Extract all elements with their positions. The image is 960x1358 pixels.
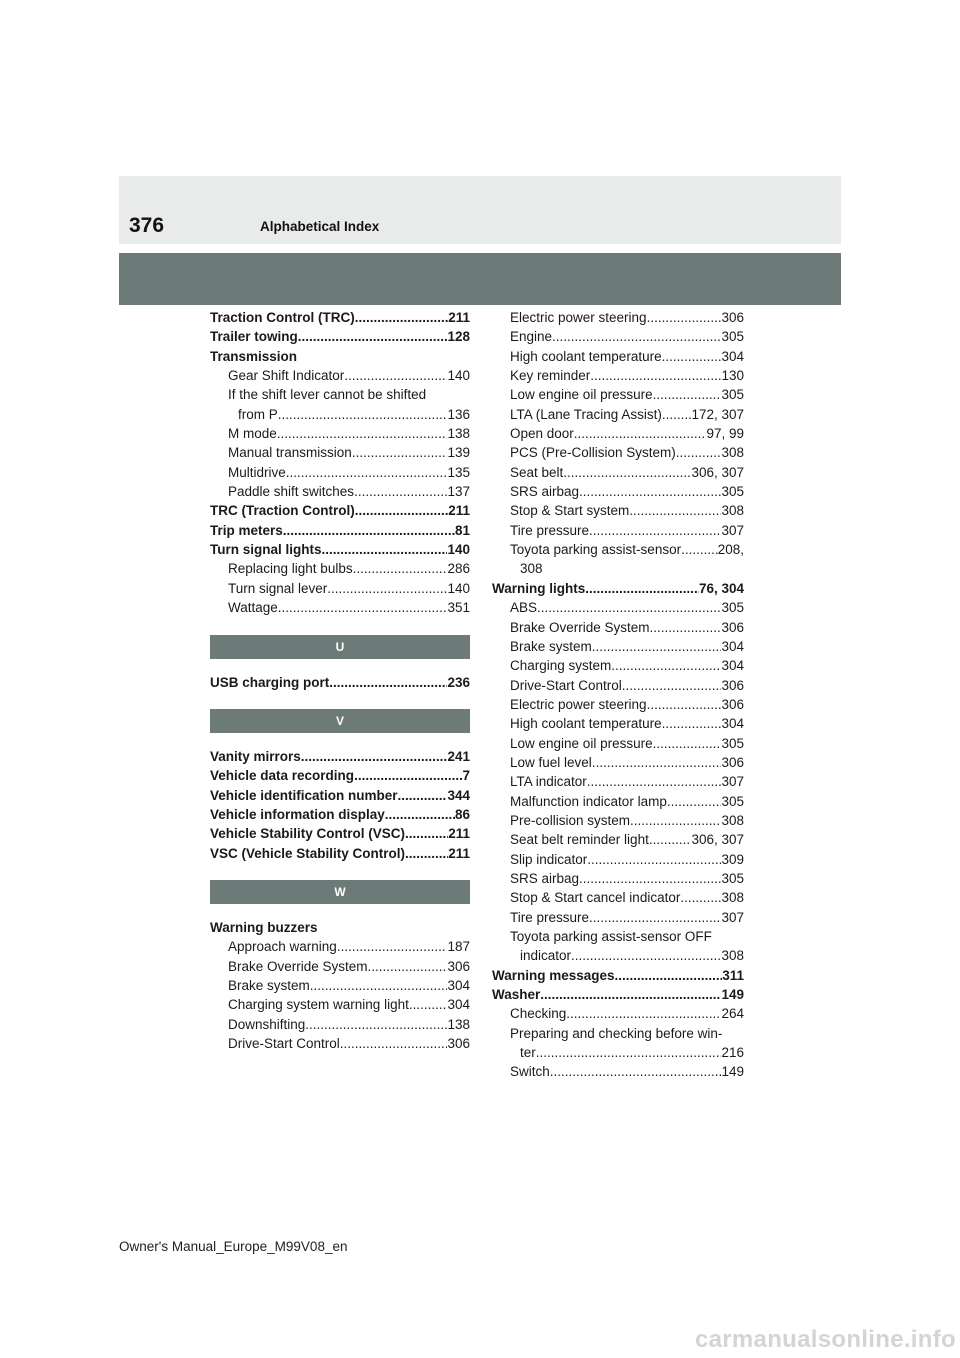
- leader-dots: [650, 618, 722, 637]
- index-group-v: [210, 747, 470, 863]
- index-entry: [210, 443, 470, 462]
- index-entry: [210, 766, 470, 785]
- index-entry-term: Slip indicator: [510, 851, 588, 867]
- leader-dots: [647, 308, 722, 327]
- leader-dots: [398, 786, 448, 805]
- leader-dots: [310, 976, 448, 995]
- index-entry: [210, 366, 470, 385]
- index-column-right: [492, 308, 744, 1082]
- index-entry-term: Electric power steering: [510, 310, 647, 325]
- leader-dots: [589, 908, 721, 927]
- index-entry-page: 305: [721, 793, 744, 809]
- index-entry-page: 135: [447, 464, 470, 480]
- index-entry-page: 139: [447, 445, 470, 461]
- index-entry: [492, 501, 744, 520]
- index-entry: [492, 385, 744, 404]
- index-entry-page: 236: [447, 674, 470, 690]
- index-entry-term: Switch: [510, 1064, 550, 1080]
- index-entry-term: SRS airbag: [510, 870, 580, 886]
- index-entry: [210, 501, 470, 520]
- index-entry-page: 309: [721, 851, 744, 867]
- index-entry-term: M mode: [228, 426, 277, 442]
- index-entry-page: 97, 99: [706, 426, 744, 442]
- index-entry-page: 305: [721, 484, 744, 500]
- index-entry-term: Low engine oil pressure: [510, 387, 653, 403]
- index-entry-page: 76, 304: [698, 580, 744, 596]
- index-entry-term: Low engine oil pressure: [510, 735, 653, 751]
- index-entry: [210, 805, 470, 824]
- index-entry: [492, 753, 744, 772]
- index-entry-term: Brake system: [228, 977, 310, 993]
- leader-dots: [589, 521, 721, 540]
- leader-dots: [571, 946, 721, 965]
- leader-dots: [355, 501, 448, 520]
- index-entry-page: 304: [721, 716, 744, 732]
- leader-dots: [354, 766, 462, 785]
- index-entry-term: Open door: [510, 426, 574, 442]
- index-entry: [492, 869, 744, 888]
- index-entry: [492, 695, 744, 714]
- index-entry: [492, 327, 744, 346]
- index-group-w: [210, 918, 470, 1053]
- index-entry: [210, 786, 470, 805]
- leader-dots: [329, 673, 447, 692]
- index-entry-term: Gear Shift Indicator: [228, 368, 345, 384]
- index-entry-page: 307: [721, 774, 744, 790]
- index-entry-page: 306, 307: [691, 464, 744, 480]
- leader-dots: [405, 844, 448, 863]
- index-entry-page: 208,: [717, 542, 744, 558]
- index-entry-page: 81: [454, 522, 470, 538]
- leader-dots: [622, 676, 722, 695]
- header-band: [119, 253, 841, 305]
- page-header: [119, 176, 841, 244]
- index-entry-term: Engine: [510, 329, 553, 345]
- index-entry: [492, 405, 744, 424]
- index-entry: [492, 347, 744, 366]
- index-entry: [210, 957, 470, 976]
- leader-dots: [662, 714, 722, 733]
- index-entry-page: 137: [447, 484, 470, 500]
- index-entry-term: ter: [520, 1045, 536, 1061]
- index-entry: [492, 366, 744, 385]
- index-entry-term: ABS: [510, 600, 538, 616]
- index-entry: [492, 734, 744, 753]
- index-entry: [492, 540, 744, 559]
- index-entry-page: 130: [721, 368, 744, 384]
- index-entry-term: Manual transmission: [228, 445, 352, 461]
- index-entry-term: LTA indicator: [510, 774, 587, 790]
- leader-dots: [592, 753, 722, 772]
- leader-dots: [322, 540, 448, 559]
- index-entry: [492, 792, 744, 811]
- index-entry-term: Tire pressure: [510, 909, 590, 925]
- index-entry-page: 306: [447, 1035, 470, 1051]
- leader-dots: [352, 443, 448, 462]
- index-entry-page: 306: [447, 958, 470, 974]
- index-entry-page: 241: [447, 748, 470, 764]
- leader-dots: [552, 327, 721, 346]
- index-entry: [210, 463, 470, 482]
- index-entry-term: Turn signal lights: [210, 542, 322, 558]
- leader-dots: [277, 424, 448, 443]
- leader-dots: [615, 966, 723, 985]
- leader-dots: [585, 579, 699, 598]
- leader-dots: [579, 482, 721, 501]
- index-entry-page: 306: [721, 754, 744, 770]
- index-entry-page: 305: [721, 735, 744, 751]
- index-entry-page: 216: [721, 1045, 744, 1061]
- index-entry-term: Paddle shift switches: [228, 484, 355, 500]
- index-entry: Transmission: [210, 348, 298, 364]
- index-entry-term: indicator: [520, 948, 572, 964]
- index-entry: Toyota parking assist-sensor OFF: [510, 929, 712, 944]
- footer-manual-id: Owner's Manual_Europe_M99V08_en: [119, 1239, 348, 1254]
- index-entry: [210, 598, 470, 617]
- index-entry-term: Stop & Start cancel indicator: [510, 890, 681, 906]
- index-entry: [210, 673, 470, 692]
- index-entry: [210, 579, 470, 598]
- index-entry: [492, 463, 744, 482]
- index-entry-page: 138: [447, 426, 470, 442]
- index-entry-term: Trip meters: [210, 522, 283, 538]
- index-entry-term: Seat belt reminder light: [510, 832, 649, 848]
- index-entry: [492, 985, 744, 1004]
- index-entry-page: 211: [448, 310, 470, 325]
- index-entry-page: 308: [721, 445, 744, 461]
- leader-dots: [537, 598, 721, 617]
- leader-dots: [385, 805, 455, 824]
- index-entry-term: Low fuel level: [510, 754, 592, 770]
- letter-heading-u: U: [210, 635, 470, 659]
- index-entry: [492, 908, 744, 927]
- index-entry: [492, 424, 744, 443]
- index-entry-page: 305: [721, 329, 744, 345]
- index-entry: [210, 1015, 470, 1034]
- index-entry-page: 304: [721, 658, 744, 674]
- index-entry-term: LTA (Lane Tracing Assist): [510, 406, 662, 422]
- index-entry: [210, 327, 470, 346]
- index-entry-term: Brake system: [510, 638, 592, 654]
- index-entry: [210, 824, 470, 843]
- index-entry: [492, 772, 744, 791]
- index-entry: [492, 618, 744, 637]
- index-entry-term: Electric power steering: [510, 696, 647, 712]
- letter-heading-w: W: [210, 880, 470, 904]
- leader-dots: [681, 540, 718, 559]
- index-entry-term: Seat belt: [510, 464, 564, 480]
- index-entry-page: 351: [447, 600, 470, 616]
- index-entry-term: Toyota parking assist-sensor: [510, 542, 682, 558]
- index-entry-term: High coolant temperature: [510, 716, 662, 732]
- index-entry: [210, 482, 470, 501]
- index-entry-page: 140: [447, 542, 470, 558]
- index-entry-page: 211: [448, 845, 470, 861]
- index-entry: [210, 937, 470, 956]
- index-entry-term: TRC (Traction Control): [210, 503, 355, 519]
- watermark: carmanualsonline.info: [694, 1326, 956, 1353]
- index-entry: [492, 1043, 744, 1062]
- leader-dots: [353, 559, 448, 578]
- leader-dots: [298, 327, 448, 346]
- leader-dots: [680, 888, 721, 907]
- leader-dots: [676, 443, 722, 462]
- index-entry: [492, 482, 744, 501]
- leader-dots: [536, 1043, 722, 1062]
- leader-dots: [587, 850, 721, 869]
- index-entry-page: 344: [447, 787, 470, 803]
- index-entry: [492, 521, 744, 540]
- leader-dots: [301, 747, 448, 766]
- index-entry: [210, 1034, 470, 1053]
- index-entry-page: 86: [454, 806, 470, 822]
- index-entry: [492, 1004, 744, 1023]
- index-entry: Preparing and checking before win-: [510, 1025, 723, 1041]
- index-entry: [492, 714, 744, 733]
- index-entry-term: Checking: [510, 1006, 567, 1022]
- leader-dots: [340, 1034, 448, 1053]
- leader-dots: [579, 869, 721, 888]
- index-entry: [492, 1062, 744, 1081]
- index-entry-term: Trailer towing: [210, 329, 298, 345]
- index-entry-page: 304: [721, 638, 744, 654]
- leader-dots: [327, 579, 447, 598]
- index-entry-term: VSC (Vehicle Stability Control): [210, 845, 406, 861]
- index-entry-page: 149: [721, 1064, 744, 1080]
- leader-dots: [286, 463, 448, 482]
- leader-dots: [629, 501, 721, 520]
- index-entry-page: 304: [721, 348, 744, 364]
- index-entry-term: High coolant temperature: [510, 348, 662, 364]
- index-entry: Warning buzzers: [210, 919, 318, 935]
- index-entry-term: Brake Override System: [510, 619, 650, 635]
- index-entry: [210, 308, 470, 327]
- index-entry-page: 211: [448, 826, 470, 842]
- index-entry-term: Turn signal lever: [228, 580, 328, 596]
- index-entry-term: Vehicle information display: [210, 806, 385, 822]
- index-entry-term: Vehicle Stability Control (VSC): [210, 826, 406, 842]
- index-entry: [492, 579, 744, 598]
- leader-dots: [611, 656, 721, 675]
- index-entry-page: 211: [448, 503, 470, 519]
- index-entry-page: 286: [447, 561, 470, 577]
- leader-dots: [630, 811, 721, 830]
- index-entry: [492, 308, 744, 327]
- index-entry-page: 308: [721, 812, 744, 828]
- index-entry-term: Vanity mirrors: [210, 748, 301, 764]
- index-entry: [492, 676, 744, 695]
- page-number: 376: [129, 214, 165, 237]
- index-entry: [210, 995, 470, 1014]
- leader-dots: [653, 734, 722, 753]
- leader-dots: [649, 830, 692, 849]
- index-entry-term: Drive-Start Control: [228, 1035, 340, 1051]
- index-entry-term: Warning messages: [492, 967, 615, 983]
- index-entry-page: 140: [447, 580, 470, 596]
- index-entry-term: Drive-Start Control: [510, 677, 622, 693]
- section-title: Alphabetical Index: [260, 219, 380, 234]
- index-entry: If the shift lever cannot be shifted: [228, 387, 427, 403]
- leader-dots: [354, 482, 447, 501]
- index-entry: [210, 844, 470, 863]
- index-entry-term: Charging system warning light: [228, 997, 409, 1013]
- index-entry-term: Traction Control (TRC): [210, 310, 355, 325]
- leader-dots: [653, 385, 722, 404]
- leader-dots: [405, 824, 448, 843]
- index-entry: [210, 747, 470, 766]
- leader-dots: [667, 792, 722, 811]
- index-entry-page: 307: [721, 909, 744, 925]
- leader-dots: [662, 405, 692, 424]
- index-group-right: [492, 308, 744, 1082]
- index-entry-term: Washer: [492, 987, 541, 1003]
- index-entry-term: Vehicle data recording: [210, 768, 355, 784]
- index-entry-page: 138: [447, 1016, 470, 1032]
- index-entry-page: 308: [721, 890, 744, 906]
- leader-dots: [337, 937, 448, 956]
- index-entry: [492, 830, 744, 849]
- leader-dots: [368, 957, 448, 976]
- index-entry-page: 306: [721, 677, 744, 693]
- index-entry-term: Replacing light bulbs: [228, 561, 353, 577]
- leader-dots: [647, 695, 722, 714]
- index-entry-page: 7: [462, 768, 470, 784]
- leader-dots: [305, 1015, 447, 1034]
- leader-dots: [592, 637, 722, 656]
- index-entry-page: 304: [447, 997, 470, 1013]
- index-entry-term: Key reminder: [510, 368, 591, 384]
- index-entry: [492, 946, 744, 965]
- index-entry: [210, 559, 470, 578]
- index-entry-term: from P: [238, 406, 278, 422]
- index-group-u: [210, 673, 470, 692]
- index-entry-term: Downshifting: [228, 1016, 306, 1032]
- leader-dots: [344, 366, 447, 385]
- index-entry: [492, 637, 744, 656]
- index-entry-term: Malfunction indicator lamp: [510, 793, 667, 809]
- leader-dots: [563, 463, 691, 482]
- index-entry: [210, 976, 470, 995]
- index-entry: [492, 811, 744, 830]
- letter-heading-v: V: [210, 709, 470, 733]
- index-entry-term: Vehicle identification number: [210, 787, 398, 803]
- index-entry: [492, 656, 744, 675]
- index-entry-page: 305: [721, 870, 744, 886]
- index-entry-page: 172, 307: [691, 406, 744, 422]
- index-entry: [210, 521, 470, 540]
- leader-dots: [662, 347, 722, 366]
- index-entry-page: 306: [721, 696, 744, 712]
- index-entry-term: Tire pressure: [510, 522, 590, 538]
- index-entry-page: 149: [721, 987, 744, 1003]
- index-entry-term: Stop & Start system: [510, 503, 630, 519]
- index-entry: [210, 424, 470, 443]
- index-entry-page: 306, 307: [691, 832, 744, 848]
- leader-dots: [409, 995, 448, 1014]
- leader-dots: [587, 772, 722, 791]
- index-entry: [492, 598, 744, 617]
- index-entry-term: Warning lights: [492, 580, 586, 596]
- index-entry-page: 187: [447, 939, 470, 955]
- index-entry: [492, 850, 744, 869]
- leader-dots: [590, 366, 721, 385]
- leader-dots: [278, 598, 448, 617]
- index-group-t: [210, 308, 470, 618]
- index-entry: [492, 888, 744, 907]
- index-entry-page: 304: [447, 977, 470, 993]
- index-entry: [492, 966, 744, 985]
- index-entry-page: 311: [722, 967, 744, 983]
- index-entry-page: 264: [721, 1006, 744, 1022]
- leader-dots: [574, 424, 707, 443]
- index-entry-page: 308: [721, 948, 744, 964]
- index-entry: [210, 540, 470, 559]
- index-entry-page: 140: [447, 368, 470, 384]
- index-entry-term: SRS airbag: [510, 484, 580, 500]
- index-entry-term: Brake Override System: [228, 958, 368, 974]
- index-entry: 308: [520, 561, 543, 577]
- index-entry-page: 136: [447, 406, 470, 422]
- index-entry-term: USB charging port: [210, 674, 330, 690]
- leader-dots: [540, 985, 721, 1004]
- index-entry: [210, 405, 470, 424]
- index-entry-term: Charging system: [510, 658, 612, 674]
- index-entry-term: Pre-collision system: [510, 812, 631, 828]
- leader-dots: [566, 1004, 721, 1023]
- index-entry-page: 306: [721, 619, 744, 635]
- index-entry-page: 128: [447, 329, 470, 345]
- index-entry-page: 305: [721, 600, 744, 616]
- index-entry: [492, 443, 744, 462]
- leader-dots: [550, 1062, 722, 1081]
- leader-dots: [278, 405, 448, 424]
- leader-dots: [283, 521, 455, 540]
- leader-dots: [355, 308, 448, 327]
- index-entry-page: 308: [721, 503, 744, 519]
- index-entry-page: 305: [721, 387, 744, 403]
- index-entry-term: Wattage: [228, 600, 278, 616]
- index-entry-term: Multidrive: [228, 464, 286, 480]
- index-entry-term: PCS (Pre-Collision System): [510, 445, 676, 461]
- index-entry-page: 307: [721, 522, 744, 538]
- index-entry-term: Approach warning: [228, 939, 337, 955]
- index-column-left: [210, 308, 470, 1053]
- index-entry-page: 306: [721, 310, 744, 325]
